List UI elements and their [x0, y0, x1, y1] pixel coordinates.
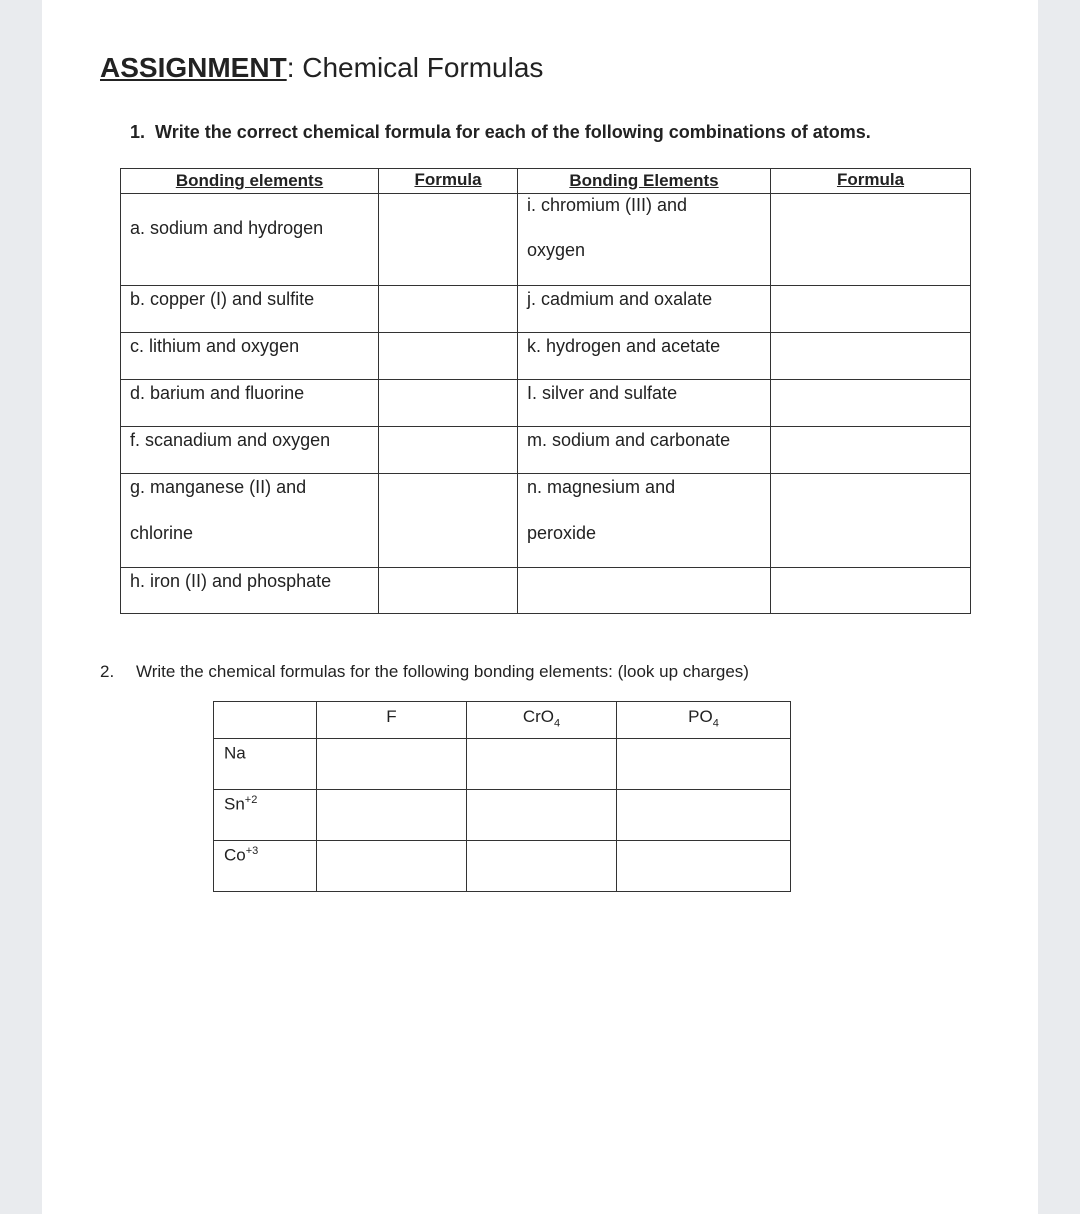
bonding-text: a. sodium and hydrogen [130, 218, 324, 238]
corner-cell [214, 702, 317, 739]
bonding-cell [121, 380, 379, 427]
bonding-text: b. copper (I) and sulfite [130, 289, 315, 309]
question-1-number: 1. [130, 122, 146, 142]
bonding-text: chlorine [130, 523, 194, 543]
formula-answer-cell[interactable] [771, 333, 971, 380]
bonding-cell [518, 474, 771, 568]
bonding-text: j. cadmium and oxalate [527, 289, 713, 309]
bonding-text: oxygen [527, 240, 586, 260]
bonding-text: f. scanadium and oxygen [130, 430, 331, 450]
formula-answer-cell[interactable] [379, 286, 518, 333]
bonding-cell [518, 194, 771, 286]
table-row [121, 568, 971, 614]
answer-cell[interactable] [317, 739, 467, 790]
table-row [121, 427, 971, 474]
bonding-cell [121, 474, 379, 568]
formula-answer-cell[interactable] [771, 380, 971, 427]
anion-header-po4 [617, 702, 791, 739]
formula-table-header [121, 169, 971, 194]
table-row [121, 333, 971, 380]
anion-base: CrO [522, 707, 555, 726]
bonding-text: c. lithium and oxygen [130, 336, 300, 356]
bonding-cell [121, 286, 379, 333]
formula-answer-cell[interactable] [771, 427, 971, 474]
bonding-text: h. iron (II) and phosphate [130, 571, 332, 591]
bonding-text: i. chromium (III) and [527, 195, 688, 215]
bonding-cell [518, 380, 771, 427]
formula-table [120, 168, 971, 614]
answer-cell[interactable] [317, 790, 467, 841]
formula-answer-cell[interactable] [771, 568, 971, 614]
anion-base: F [386, 707, 397, 726]
ion-grid-header [214, 702, 791, 739]
bonding-text: g. manganese (II) and [130, 477, 307, 497]
question-2-text: Write the chemical formulas for the following bonding elements: (look up charges) [136, 662, 749, 681]
ion-grid-table [213, 701, 791, 892]
bonding-cell [121, 568, 379, 614]
cation-charge: +3 [245, 845, 259, 858]
anion-subscript: 4 [554, 717, 561, 730]
formula-answer-cell[interactable] [771, 474, 971, 568]
question-2-number: 2. [100, 662, 115, 681]
table-row [121, 286, 971, 333]
table-row [121, 194, 971, 286]
formula-answer-cell[interactable] [379, 474, 518, 568]
question-1-prompt [130, 122, 871, 143]
anion-header-f [317, 702, 467, 739]
answer-cell[interactable] [617, 739, 791, 790]
header-bonding-right: Bonding Elements [518, 169, 771, 194]
table-row [121, 380, 971, 427]
formula-answer-cell[interactable] [771, 286, 971, 333]
header-bonding-left: Bonding elements [121, 169, 379, 194]
formula-answer-cell[interactable] [379, 333, 518, 380]
bonding-text: peroxide [527, 523, 597, 543]
formula-answer-cell[interactable] [379, 568, 518, 614]
bonding-text: m. sodium and carbonate [527, 430, 731, 450]
answer-cell[interactable] [467, 790, 617, 841]
bonding-cell [518, 568, 771, 614]
title-separator: : [286, 52, 295, 83]
bonding-cell [121, 194, 379, 286]
bonding-cell [518, 333, 771, 380]
assignment-topic: Chemical Formulas [302, 52, 544, 83]
cation-base: Co [224, 846, 246, 866]
bonding-text: n. magnesium and [527, 477, 676, 497]
anion-header-cro4 [467, 702, 617, 739]
cation-label-sn [214, 790, 317, 841]
assignment-title [100, 52, 543, 84]
anion-subscript: 4 [712, 717, 719, 730]
answer-cell[interactable] [467, 739, 617, 790]
bonding-text: k. hydrogen and acetate [527, 336, 721, 356]
table-row [214, 841, 791, 892]
formula-answer-cell[interactable] [379, 194, 518, 286]
bonding-cell [121, 333, 379, 380]
bonding-text: d. barium and fluorine [130, 383, 305, 403]
header-formula-left: Formula [379, 169, 518, 194]
question-1-text: Write the correct chemical formula for each of the following combinations of atoms. [155, 122, 871, 142]
cation-charge: +2 [244, 794, 258, 807]
table-row [121, 474, 971, 568]
table-row [214, 739, 791, 790]
answer-cell[interactable] [617, 841, 791, 892]
answer-cell[interactable] [467, 841, 617, 892]
formula-answer-cell[interactable] [379, 380, 518, 427]
bonding-text: I. silver and sulfate [527, 383, 678, 403]
formula-answer-cell[interactable] [771, 194, 971, 286]
assignment-label: ASSIGNMENT [100, 52, 287, 83]
table-row [214, 790, 791, 841]
answer-cell[interactable] [317, 841, 467, 892]
bonding-cell [518, 286, 771, 333]
formula-answer-cell[interactable] [379, 427, 518, 474]
cation-label-na [214, 739, 317, 790]
cation-base: Na [224, 744, 246, 764]
anion-base: PO [688, 707, 713, 726]
bonding-cell [121, 427, 379, 474]
header-formula-right: Formula [771, 169, 971, 194]
cation-label-co [214, 841, 317, 892]
bonding-cell [518, 427, 771, 474]
worksheet-page [42, 0, 1038, 1214]
answer-cell[interactable] [617, 790, 791, 841]
cation-base: Sn [224, 795, 245, 815]
